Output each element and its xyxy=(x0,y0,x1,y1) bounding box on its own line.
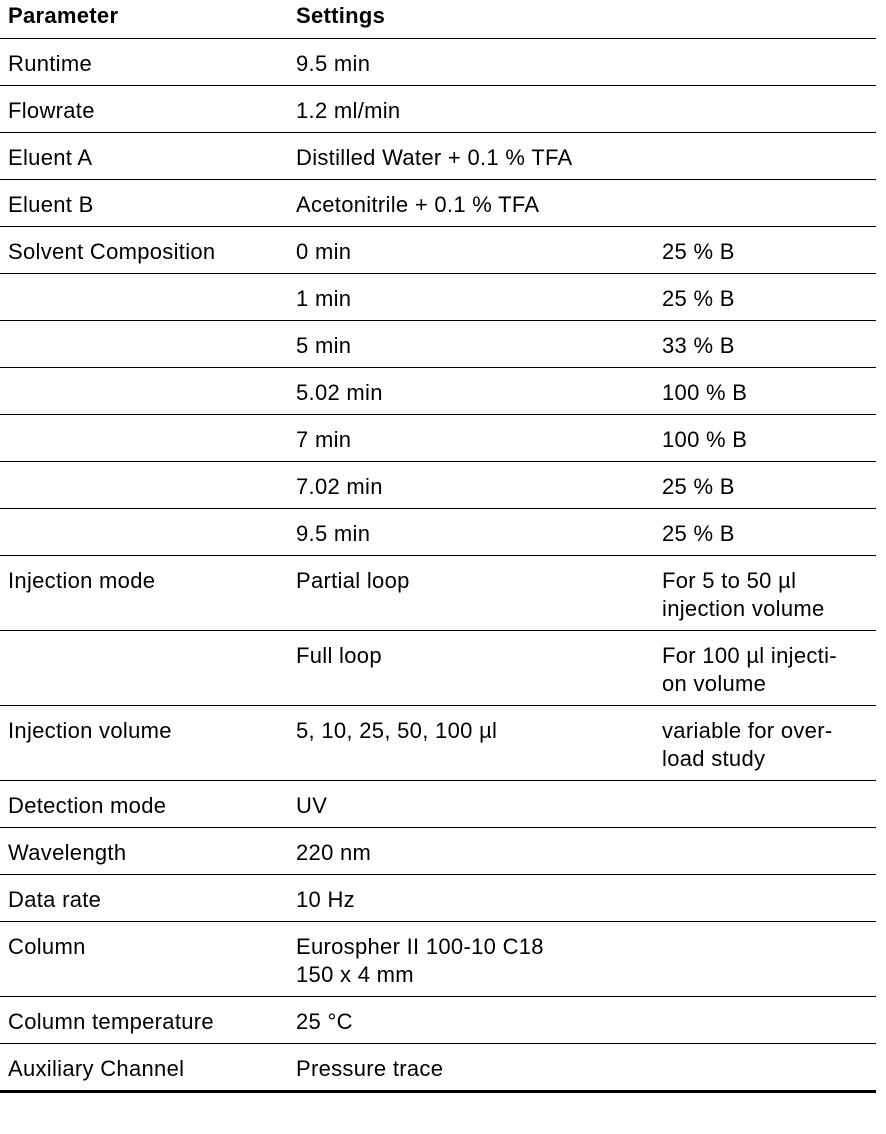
detail-cell: 100 % B xyxy=(654,368,876,415)
detail-cell: 25 % B xyxy=(654,274,876,321)
parameter-cell: Runtime xyxy=(0,39,288,86)
table-row xyxy=(0,415,876,462)
parameter-cell: Wavelength xyxy=(0,828,288,875)
setting-cell: 5 min xyxy=(288,321,654,368)
table-row xyxy=(0,922,876,997)
detail-cell xyxy=(654,875,876,922)
setting-cell: 0 min xyxy=(288,227,654,274)
setting-cell: Partial loop xyxy=(288,556,654,631)
table-row xyxy=(0,86,876,133)
parameter-cell: Column xyxy=(0,922,288,997)
table-row xyxy=(0,781,876,828)
parameter-cell: Injection volume xyxy=(0,706,288,781)
parameter-cell xyxy=(0,631,288,706)
setting-cell: 10 Hz xyxy=(288,875,654,922)
setting-cell: Distilled Water + 0.1 % TFA xyxy=(288,133,654,180)
detail-cell: variable for over- load study xyxy=(654,706,876,781)
table-row xyxy=(0,828,876,875)
parameter-cell: Eluent B xyxy=(0,180,288,227)
setting-cell: 5.02 min xyxy=(288,368,654,415)
parameter-cell xyxy=(0,462,288,509)
detail-cell: 25 % B xyxy=(654,227,876,274)
detail-cell xyxy=(654,922,876,997)
table-row xyxy=(0,706,876,781)
parameter-cell xyxy=(0,274,288,321)
detail-cell xyxy=(654,86,876,133)
table-row xyxy=(0,631,876,706)
detail-cell xyxy=(654,180,876,227)
setting-cell: Pressure trace xyxy=(288,1044,654,1092)
setting-cell: UV xyxy=(288,781,654,828)
parameter-cell xyxy=(0,368,288,415)
table-header-row xyxy=(0,0,876,39)
setting-cell: 1 min xyxy=(288,274,654,321)
setting-cell: 5, 10, 25, 50, 100 µl xyxy=(288,706,654,781)
parameter-cell xyxy=(0,321,288,368)
table-row xyxy=(0,227,876,274)
table-row xyxy=(0,274,876,321)
setting-cell: 7 min xyxy=(288,415,654,462)
parameter-cell: Auxiliary Channel xyxy=(0,1044,288,1092)
parameter-cell: Flowrate xyxy=(0,86,288,133)
detail-cell xyxy=(654,781,876,828)
table-row xyxy=(0,1044,876,1092)
parameter-cell: Injection mode xyxy=(0,556,288,631)
header-detail xyxy=(654,0,876,39)
setting-cell: 1.2 ml/min xyxy=(288,86,654,133)
table-row xyxy=(0,321,876,368)
detail-cell: 25 % B xyxy=(654,462,876,509)
table-row xyxy=(0,39,876,86)
setting-cell: 7.02 min xyxy=(288,462,654,509)
table-row xyxy=(0,875,876,922)
detail-cell xyxy=(654,133,876,180)
detail-cell xyxy=(654,39,876,86)
detail-cell xyxy=(654,997,876,1044)
table-row xyxy=(0,509,876,556)
parameter-cell xyxy=(0,415,288,462)
setting-cell: 9.5 min xyxy=(288,39,654,86)
detail-cell: 33 % B xyxy=(654,321,876,368)
detail-cell: For 100 µl injecti- on volume xyxy=(654,631,876,706)
parameter-cell: Column temperature xyxy=(0,997,288,1044)
table-row xyxy=(0,997,876,1044)
setting-cell: 25 °C xyxy=(288,997,654,1044)
parameter-cell: Eluent A xyxy=(0,133,288,180)
setting-cell: Eurospher II 100-10 C18 150 x 4 mm xyxy=(288,922,654,997)
table-row xyxy=(0,462,876,509)
parameter-cell: Solvent Composition xyxy=(0,227,288,274)
parameter-cell: Detection mode xyxy=(0,781,288,828)
table-row xyxy=(0,133,876,180)
setting-cell: Acetonitrile + 0.1 % TFA xyxy=(288,180,654,227)
parameter-cell: Data rate xyxy=(0,875,288,922)
header-settings: Settings xyxy=(288,0,654,39)
detail-cell: 25 % B xyxy=(654,509,876,556)
detail-cell xyxy=(654,1044,876,1092)
detail-cell: 100 % B xyxy=(654,415,876,462)
setting-cell: 9.5 min xyxy=(288,509,654,556)
table-row xyxy=(0,556,876,631)
detail-cell xyxy=(654,828,876,875)
table-row xyxy=(0,368,876,415)
setting-cell: Full loop xyxy=(288,631,654,706)
header-parameter: Parameter xyxy=(0,0,288,39)
detail-cell: For 5 to 50 µl injection volume xyxy=(654,556,876,631)
table-row xyxy=(0,180,876,227)
setting-cell: 220 nm xyxy=(288,828,654,875)
parameter-cell xyxy=(0,509,288,556)
